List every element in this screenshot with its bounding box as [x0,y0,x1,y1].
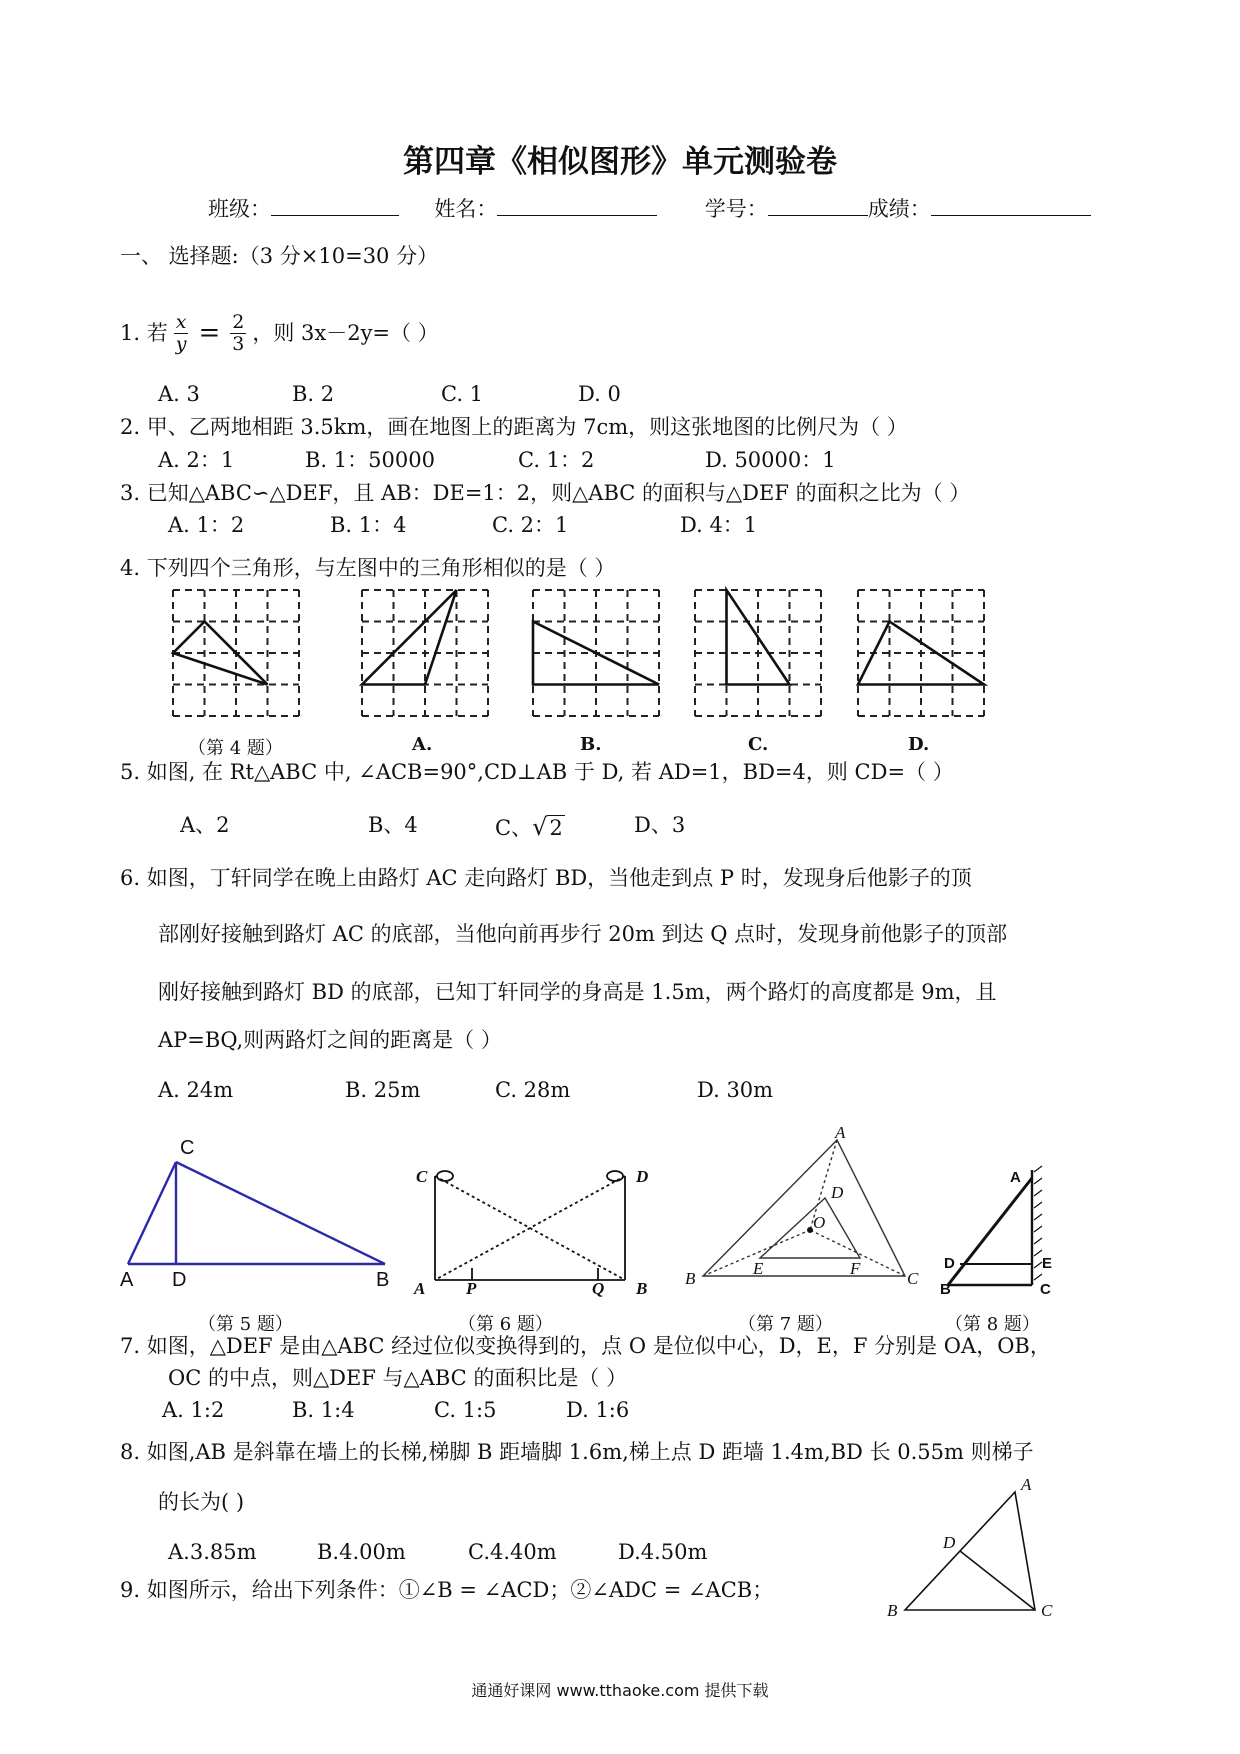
q4-caption-c[interactable]: C. [748,734,769,755]
class-field[interactable] [271,197,399,216]
q1-option-a[interactable]: A. 3 [158,382,200,406]
fig9-label-b: B [887,1601,898,1620]
class-label: 班级： [208,197,271,221]
q8-option-b[interactable]: B.4.00m [317,1540,406,1564]
caption-fig6: （第 6 题） [458,1314,553,1335]
header-row [208,197,1091,220]
q3-option-c[interactable]: C. 2：1 [492,513,569,537]
fig6-label-b: B [636,1279,648,1298]
q2-option-a[interactable]: A. 2：1 [158,448,235,472]
fig9-label-a: A [1021,1475,1032,1494]
q4-figure-reference [173,590,299,716]
question-1 [120,312,439,355]
section-heading: 一、 选择题:（3 分×10=30 分） [120,244,439,268]
q8-line-1: 8. 如图,AB 是斜靠在墙上的长梯,梯脚 B 距墙脚 1.6m,梯上点 D 距墙 1.4m,BD 长 0.55m 则梯子 [120,1440,1034,1464]
q3-option-b[interactable]: B. 1：4 [330,513,407,537]
fig5-label-d: D [172,1269,187,1291]
fig7-label-c: C [907,1269,919,1288]
caption-fig5: （第 5 题） [198,1314,293,1335]
fig9-label-d: D [943,1533,956,1552]
figure-5 [120,1137,395,1291]
q5-option-d[interactable]: D、3 [634,813,686,837]
fig8-label-d: D [944,1255,955,1272]
fig7-label-d: D [831,1183,844,1202]
q6-line-2: 部刚好接触到路灯 AC 的底部，当他向前再步行 20m 到达 Q 点时，发现身前他影子的顶部 [158,922,1008,946]
q1-prefix: 1. 若 [120,320,168,345]
sqrt-icon: √ [532,813,548,841]
fig8-label-e: E [1042,1255,1053,1272]
fig6-label-p: P [466,1279,477,1298]
q5-option-c[interactable] [495,815,565,839]
q5-option-b[interactable]: B、4 [368,813,418,837]
q4-figure-option-c [695,590,821,716]
q1-frac-num: x [175,311,187,333]
q6-option-c[interactable]: C. 28m [495,1078,571,1102]
q1-fraction-23 [230,312,246,355]
q4-figure-option-b [533,590,659,716]
q4-figure-option-a [362,590,488,716]
figure-9 [885,1470,1070,1620]
name-field[interactable] [497,197,657,216]
figure-6 [410,1160,665,1300]
q7-option-b[interactable]: B. 1:4 [292,1398,355,1422]
q1-frac-den: y [175,332,187,355]
score-label: 成绩： [867,197,931,221]
q6-option-b[interactable]: B. 25m [345,1078,421,1102]
fig5-label-b: B [376,1269,390,1291]
q6-line-3: 刚好接触到路灯 BD 的底部，已知丁轩同学的身高是 1.5m，两个路灯的高度都是 9m，且 [158,980,997,1004]
name-label: 姓名： [434,197,498,221]
question-4: 4. 下列四个三角形，与左图中的三角形相似的是（ ） [120,556,616,580]
q3-option-a[interactable]: A. 1：2 [168,513,245,537]
id-field[interactable] [768,197,868,216]
q4-figure-option-d [858,590,984,716]
question-3: 3. 已知△ABC∽△DEF，且 AB：DE=1：2，则△ABC 的面积与△DEF 的面积之比为（ ） [120,481,971,505]
fig7-label-e: E [753,1259,764,1278]
q4-caption-ref: （第 4 题） [188,738,283,759]
fig6-label-q: Q [592,1279,605,1298]
q4-caption-b[interactable]: B. [580,734,602,755]
fig8-label-c: C [1040,1281,1051,1298]
q1-option-d[interactable]: D. 0 [578,382,621,406]
q7-line-2: OC 的中点，则△DEF 与△ABC 的面积比是（ ） [168,1366,628,1390]
id-label: 学号： [704,197,768,221]
caption-fig7: （第 7 题） [738,1314,833,1335]
q1-equals: = [198,318,221,349]
q2-option-c[interactable]: C. 1：2 [518,448,595,472]
q8-option-d[interactable]: D.4.50m [618,1540,708,1564]
page-title: 第四章《相似图形》单元测验卷 [403,144,837,180]
fig6-label-d: D [636,1167,649,1186]
fig9-label-c: C [1041,1601,1053,1620]
q1-frac2-num: 2 [232,311,245,333]
q6-line-4: AP=BQ,则两路灯之间的距离是（ ） [158,1028,502,1052]
q1-frac2-den: 3 [232,332,245,355]
figure-8 [940,1160,1055,1298]
fig7-label-a: A [835,1123,846,1142]
fig8-label-b: B [940,1281,951,1298]
fig5-label-a: A [120,1269,134,1291]
q8-option-a[interactable]: A.3.85m [168,1540,257,1564]
q1-option-c[interactable]: C. 1 [441,382,484,406]
q4-caption-d[interactable]: D. [908,734,930,755]
q6-option-a[interactable]: A. 24m [158,1078,234,1102]
fig7-label-f: F [850,1259,861,1278]
fig7-label-b: B [685,1269,696,1288]
question-5: 5. 如图, 在 Rt△ABC 中, ∠ACB=90°,CD⊥AB 于 D, 若 AD=1，BD=4，则 CD=（ ） [120,760,954,784]
question-2: 2. 甲、乙两地相距 3.5km，画在地图上的距离为 7cm，则这张地图的比例尺为（ ） [120,415,908,439]
q7-option-c[interactable]: C. 1:5 [434,1398,497,1422]
q4-caption-a[interactable]: A. [412,734,433,755]
caption-fig8: （第 8 题） [945,1314,1040,1335]
q7-option-d[interactable]: D. 1:6 [566,1398,630,1422]
q8-line-2: 的长为( ) [158,1490,245,1514]
q1-option-b[interactable]: B. 2 [292,382,335,406]
q5-option-c-label: C、 [495,816,533,840]
fig5-label-c: C [180,1137,195,1159]
q7-option-a[interactable]: A. 1:2 [162,1398,225,1422]
fig6-label-c: C [416,1167,428,1186]
q2-option-d[interactable]: D. 50000：1 [705,448,836,472]
question-9: 9. 如图所示，给出下列条件：①∠B = ∠ACD；②∠ADC = ∠ACB； [120,1578,774,1602]
page-footer: 通通好课网 www.tthaoke.com 提供下载 [471,1681,769,1700]
q2-option-b[interactable]: B. 1：50000 [305,448,435,472]
fig8-label-a: A [1010,1169,1021,1186]
q5-sqrt-value: 2 [549,816,563,840]
fig7-label-o: O [813,1213,826,1232]
q6-option-d[interactable]: D. 30m [697,1078,774,1102]
q1-fraction-xy [174,312,189,355]
q3-option-d[interactable]: D. 4：1 [680,513,758,537]
figure-7 [685,1123,920,1293]
q1-suffix: ，则 3x－2y=（ ） [252,320,439,345]
fig6-label-a: A [414,1279,426,1298]
score-field[interactable] [931,197,1091,216]
q5-option-a[interactable]: A、2 [180,813,230,837]
q6-line-1: 6. 如图，丁轩同学在晚上由路灯 AC 走向路灯 BD，当他走到点 P 时，发现身后他影子的顶 [120,866,972,890]
q8-option-c[interactable]: C.4.40m [468,1540,557,1564]
q7-line-1: 7. 如图，△DEF 是由△ABC 经过位似变换得到的，点 O 是位似中心，D，E，F 分别是 OA，OB， [120,1334,1051,1358]
